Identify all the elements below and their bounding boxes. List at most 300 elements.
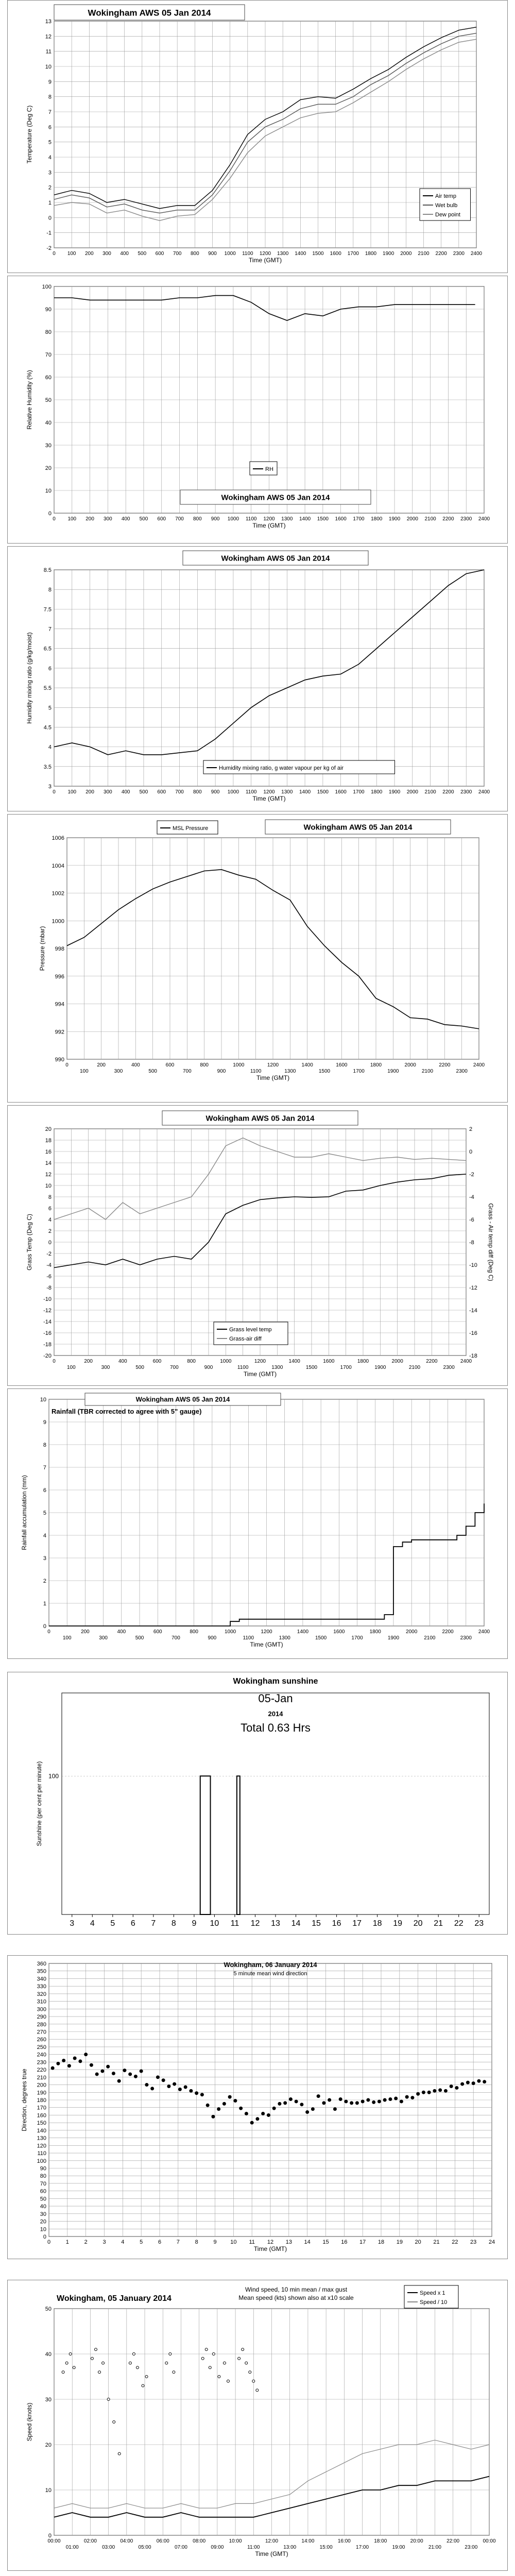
gust-point — [142, 2384, 144, 2387]
wind-direction-chart — [8, 1956, 507, 2259]
gust-point — [238, 2357, 241, 2360]
y-tick-label: 8 — [48, 1194, 52, 1200]
direction-point — [283, 2101, 287, 2105]
y-tick-label: 180 — [37, 2097, 46, 2104]
y-tick-label: 3 — [48, 784, 52, 790]
chart-title: Wokingham AWS 05 Jan 2014 — [88, 8, 211, 18]
y-axis-label: Relative Humidity (%) — [26, 370, 33, 430]
y2-tick-label: -4 — [469, 1194, 474, 1200]
y-tick-label: 11 — [45, 48, 52, 55]
y-tick-label: 240 — [37, 2052, 46, 2058]
direction-point — [328, 2098, 331, 2102]
x-tick-label: 200 — [84, 1359, 93, 1364]
direction-point — [472, 2081, 475, 2085]
y-tick-label: 0 — [43, 2234, 46, 2240]
direction-point — [305, 2110, 309, 2114]
y-tick-label: 7 — [43, 1465, 46, 1471]
x-tick-label: 2100 — [421, 1069, 434, 1074]
x-tick-label: 2400 — [478, 516, 490, 522]
gust-point — [201, 2357, 204, 2360]
direction-point — [350, 2101, 353, 2105]
gust-point — [69, 2353, 72, 2355]
direction-point — [339, 2097, 342, 2101]
x-tick-label: 0 — [47, 2239, 51, 2245]
chart-note: Mean speed (kts) shown also at x10 scale — [238, 2294, 354, 2301]
x-tick-label: 300 — [99, 1635, 108, 1641]
direction-point — [140, 2070, 143, 2073]
x-tick-label: 1600 — [323, 1359, 335, 1364]
x-tick-label: 9 — [213, 2239, 217, 2245]
x-tick-label: 1700 — [351, 1635, 363, 1641]
gust-point — [218, 2376, 220, 2378]
x-tick-label: 1100 — [250, 1069, 262, 1074]
x-tick-label: 1900 — [383, 251, 394, 257]
direction-point — [366, 2098, 370, 2102]
x-tick-label: 05:00 — [138, 2545, 151, 2550]
x-tick-label: 1400 — [301, 1062, 313, 1068]
direction-point — [466, 2081, 470, 2084]
x-tick-label: 1100 — [245, 516, 257, 522]
x-axis-label: Time (GMT) — [256, 1074, 290, 1081]
y2-tick-label: 2 — [469, 1126, 473, 1132]
x-tick-label: 7 — [151, 1919, 156, 1928]
gust-point — [118, 2452, 121, 2455]
y-tick-label: 40 — [40, 2204, 46, 2210]
x-tick-label: 1000 — [220, 1359, 232, 1364]
x-tick-label: 700 — [171, 1635, 180, 1641]
legend-label: Grass-air diff — [229, 1336, 262, 1342]
direction-point — [400, 2099, 403, 2103]
x-tick-label: 5 — [140, 2239, 143, 2245]
direction-point — [422, 2091, 425, 2094]
y-tick-label: 994 — [55, 1001, 64, 1008]
direction-point — [333, 2107, 337, 2111]
x-tick-label: 19 — [393, 1919, 403, 1928]
y-tick-label: 2 — [43, 1578, 46, 1584]
y-tick-label: 290 — [37, 2014, 46, 2021]
legend-label: Wet bulb — [435, 202, 458, 209]
y-tick-label: 250 — [37, 2044, 46, 2050]
x-tick-label: 17 — [352, 1919, 362, 1928]
x-tick-label: 21 — [433, 2239, 440, 2245]
x-tick-label: 1000 — [224, 251, 236, 257]
x-tick-label: 1800 — [357, 1359, 369, 1364]
direction-point — [460, 2082, 464, 2086]
direction-point — [195, 2091, 198, 2095]
y2-tick-label: -2 — [469, 1172, 474, 1178]
x-tick-label: 16:00 — [337, 2538, 351, 2544]
x-tick-label: 18:00 — [374, 2538, 387, 2544]
y2-tick-label: 0 — [469, 1149, 473, 1155]
x-tick-label: 07:00 — [174, 2545, 187, 2550]
rainfall-chart — [8, 1389, 507, 1658]
x-tick-label: 800 — [190, 251, 199, 257]
x-tick-label: 22 — [452, 2239, 458, 2245]
y-tick-label: -10 — [43, 1296, 52, 1302]
y-tick-label: 10 — [40, 1397, 46, 1403]
x-tick-label: 500 — [139, 789, 148, 795]
x-tick-label: 1700 — [340, 1365, 352, 1370]
x-axis-label: Time (GMT) — [252, 795, 286, 802]
gust-point — [256, 2389, 259, 2392]
y-tick-label: 210 — [37, 2074, 46, 2081]
y-tick-label: -1 — [46, 230, 52, 236]
x-tick-label: 1700 — [353, 1069, 365, 1074]
x-tick-label: 900 — [204, 1365, 213, 1370]
x-tick-label: 1400 — [288, 1359, 300, 1364]
x-tick-label: 04:00 — [120, 2538, 133, 2544]
x-tick-label: 1800 — [371, 789, 383, 795]
x-tick-label: 2200 — [439, 1062, 451, 1068]
direction-point — [123, 2069, 126, 2072]
x-tick-label: 400 — [120, 251, 129, 257]
y-tick-label: 0 — [48, 511, 52, 517]
x-tick-label: 2000 — [406, 1629, 418, 1635]
x-tick-label: 1700 — [353, 789, 365, 795]
direction-point — [217, 2107, 220, 2111]
x-tick-label: 300 — [102, 251, 111, 257]
x-tick-label: 600 — [157, 516, 166, 522]
y-axis-label: Direction, degrees true — [21, 2069, 28, 2131]
year-label: 2014 — [268, 1710, 283, 1718]
y2-tick-label: -18 — [469, 1353, 477, 1359]
y-tick-label: 100 — [42, 284, 52, 290]
y-tick-label: 100 — [37, 2158, 46, 2164]
wind-speed-chart — [8, 2280, 507, 2570]
y-tick-label: 5 — [48, 139, 52, 146]
temperature-chart-panel — [7, 0, 508, 273]
direction-point — [383, 2098, 387, 2102]
x-tick-label: 2400 — [478, 789, 490, 795]
x-tick-label: 14:00 — [301, 2538, 315, 2544]
x-tick-label: 800 — [200, 1062, 209, 1068]
y-tick-label: 1006 — [52, 835, 64, 841]
x-tick-label: 200 — [85, 789, 94, 795]
y-tick-label: 10 — [45, 1183, 52, 1189]
y-tick-label: 20 — [40, 2218, 46, 2225]
y-tick-label: 4 — [48, 155, 52, 161]
gust-point — [205, 2348, 208, 2351]
x-tick-label: 13 — [285, 2239, 292, 2245]
x-tick-label: 1300 — [284, 1069, 296, 1074]
x-tick-label: 17:00 — [356, 2545, 369, 2550]
direction-point — [100, 2070, 104, 2073]
chart-subtitle: 5 minute mean wind direction — [233, 1971, 307, 1977]
mixing-ratio-chart-panel — [7, 546, 508, 811]
y-tick-label: 310 — [37, 1998, 46, 2005]
x-tick-label: 12:00 — [265, 2538, 279, 2544]
x-tick-label: 0 — [53, 1359, 56, 1364]
x-axis-label: Time (GMT) — [253, 2245, 287, 2252]
x-tick-label: 20 — [413, 1919, 423, 1928]
y-tick-label: 1 — [48, 200, 52, 206]
gust-point — [227, 2380, 230, 2382]
direction-point — [117, 2079, 121, 2083]
x-tick-label: 1800 — [369, 1629, 381, 1635]
humidity-chart-panel — [7, 276, 508, 544]
direction-point — [361, 2099, 365, 2103]
x-tick-label: 1200 — [263, 516, 275, 522]
x-tick-label: 300 — [114, 1069, 123, 1074]
y-tick-label: 90 — [40, 2165, 46, 2172]
x-tick-label: 2100 — [424, 789, 436, 795]
y-tick-label: 130 — [37, 2135, 46, 2142]
y-tick-label: 80 — [45, 329, 52, 335]
y-tick-label: 8 — [43, 1442, 46, 1448]
y-tick-label: 110 — [37, 2150, 46, 2157]
y-tick-label: 40 — [45, 2351, 52, 2358]
direction-point — [344, 2099, 348, 2103]
direction-point — [228, 2095, 232, 2099]
y-tick-label: -14 — [43, 1319, 52, 1325]
x-tick-label: 06:00 — [156, 2538, 169, 2544]
direction-point — [483, 2080, 486, 2083]
x-tick-label: 23 — [474, 1919, 484, 1928]
direction-point — [438, 2088, 442, 2092]
x-tick-label: 100 — [67, 789, 77, 795]
x-tick-label: 3 — [70, 1919, 75, 1928]
direction-point — [455, 2086, 458, 2090]
y-tick-label: 360 — [37, 1961, 46, 1967]
y-tick-label: 20 — [45, 1126, 52, 1132]
y2-tick-label: -12 — [469, 1285, 477, 1291]
x-tick-label: 1200 — [259, 251, 271, 257]
direction-point — [444, 2089, 448, 2093]
x-tick-label: 600 — [153, 1629, 162, 1635]
gust-point — [169, 2353, 171, 2355]
x-tick-label: 18 — [377, 2239, 385, 2245]
y-tick-label: 220 — [37, 2067, 46, 2074]
x-tick-label: 0 — [53, 251, 56, 257]
x-tick-label: 21 — [434, 1919, 443, 1928]
y-axis-label: Humidity mixing ratio (g/kg/moist) — [26, 632, 33, 724]
y-tick-label: 70 — [45, 352, 52, 358]
y-tick-label: 100 — [48, 1772, 59, 1780]
y-tick-label: 1000 — [52, 918, 64, 925]
y-tick-label: 30 — [45, 2397, 52, 2403]
x-tick-label: 700 — [175, 516, 184, 522]
x-tick-label: 200 — [97, 1062, 106, 1068]
y-tick-label: 320 — [37, 1991, 46, 1997]
x-axis-label: Time (GMT) — [248, 257, 282, 264]
temperature-chart — [8, 1, 507, 273]
direction-point — [427, 2091, 431, 2094]
direction-point — [272, 2107, 276, 2110]
direction-point — [267, 2113, 270, 2117]
x-tick-label: 900 — [211, 516, 220, 522]
x-tick-label: 1600 — [336, 1062, 348, 1068]
gust-point — [242, 2348, 244, 2351]
x-tick-label: 6 — [130, 1919, 135, 1928]
x-tick-label: 2400 — [470, 251, 483, 257]
y-tick-label: -2 — [46, 245, 52, 251]
x-tick-label: 5 — [110, 1919, 115, 1928]
direction-point — [433, 2089, 436, 2093]
y-tick-label: 270 — [37, 2029, 46, 2036]
x-tick-label: 1900 — [387, 1069, 399, 1074]
y-axis-label: Speed (knots) — [26, 2402, 33, 2442]
x-tick-label: 12 — [250, 1919, 260, 1928]
x-tick-label: 21:00 — [428, 2545, 441, 2550]
x-tick-label: 1100 — [237, 1365, 249, 1370]
direction-point — [245, 2112, 248, 2115]
gust-point — [94, 2348, 97, 2351]
gust-point — [249, 2371, 251, 2374]
y-tick-label: -16 — [43, 1330, 52, 1336]
x-tick-label: 12 — [267, 2239, 274, 2245]
x-tick-label: 1600 — [335, 516, 347, 522]
x-tick-label: 100 — [79, 1069, 89, 1074]
x-tick-label: 19:00 — [392, 2545, 405, 2550]
x-tick-label: 300 — [104, 516, 112, 522]
x-tick-label: 2300 — [460, 1635, 472, 1641]
y-tick-label: 60 — [40, 2188, 46, 2195]
x-axis-label: Time (GMT) — [243, 1370, 277, 1378]
direction-point — [211, 2115, 215, 2119]
y-tick-label: 5 — [43, 1510, 46, 1516]
x-tick-label: 700 — [175, 789, 184, 795]
gust-point — [136, 2366, 139, 2369]
direction-point — [90, 2063, 93, 2067]
gust-point — [98, 2371, 101, 2374]
gust-point — [245, 2362, 248, 2364]
sunshine-chart — [8, 1672, 507, 1934]
x-tick-label: 11 — [249, 2239, 255, 2245]
chart-title: Wokingham AWS 05 Jan 2014 — [303, 823, 413, 832]
legend-label: Grass level temp — [229, 1327, 272, 1333]
y-tick-label: 230 — [37, 2059, 46, 2066]
x-tick-label: 900 — [208, 251, 217, 257]
x-tick-label: 1500 — [315, 1635, 327, 1641]
x-tick-label: 1 — [65, 2239, 69, 2245]
x-tick-label: 900 — [211, 789, 220, 795]
y-tick-label: 50 — [45, 2306, 52, 2312]
x-tick-label: 14 — [304, 2239, 311, 2245]
y-tick-label: 4 — [48, 1217, 52, 1223]
gust-point — [129, 2362, 131, 2364]
x-tick-label: 8 — [195, 2239, 198, 2245]
x-tick-label: 400 — [121, 789, 130, 795]
direction-point — [377, 2099, 381, 2103]
pressure-chart — [8, 815, 507, 1102]
direction-point — [233, 2099, 237, 2103]
y-tick-label: 350 — [37, 1968, 46, 1975]
chart-subtitle: Wind speed, 10 min mean / max gust — [245, 2286, 348, 2293]
y-tick-label: 5 — [48, 705, 52, 711]
y-tick-label: 50 — [40, 2196, 46, 2202]
x-tick-label: 00:00 — [483, 2538, 496, 2544]
gust-point — [91, 2357, 93, 2360]
grass-temp-chart — [8, 1106, 507, 1385]
gust-point — [113, 2421, 115, 2424]
direction-point — [84, 2053, 88, 2056]
y-tick-label: 90 — [45, 307, 52, 313]
x-tick-label: 1000 — [227, 789, 239, 795]
x-tick-label: 16 — [332, 1919, 341, 1928]
x-tick-label: 800 — [193, 516, 202, 522]
legend-label: RH — [265, 466, 273, 472]
direction-point — [206, 2104, 210, 2107]
x-tick-label: 7 — [176, 2239, 180, 2245]
y-axis-label: Temperature (Deg C) — [26, 105, 33, 164]
y-tick-label: -20 — [43, 1353, 52, 1359]
x-tick-label: 20:00 — [410, 2538, 423, 2544]
chart-title: Wokingham AWS 05 Jan 2014 — [221, 493, 330, 502]
x-tick-label: 100 — [67, 516, 77, 522]
rainfall-chart-panel — [7, 1388, 508, 1659]
x-tick-label: 13:00 — [283, 2545, 297, 2550]
x-tick-label: 1900 — [388, 516, 401, 522]
direction-point — [189, 2089, 193, 2093]
direction-point — [145, 2083, 148, 2087]
y-tick-label: 3 — [48, 170, 52, 176]
y-tick-label: 4 — [48, 744, 52, 751]
x-tick-label: 300 — [104, 789, 112, 795]
x-tick-label: 400 — [121, 516, 130, 522]
x-tick-label: 1500 — [318, 1069, 331, 1074]
x-tick-label: 1200 — [263, 789, 275, 795]
chart-title: Wokingham, 05 January 2014 — [57, 2294, 171, 2303]
y-axis-label: Grass Temp (Deg C) — [26, 1214, 33, 1270]
x-tick-label: 1400 — [297, 1629, 309, 1635]
y-tick-label: -12 — [43, 1308, 52, 1314]
y-tick-label: 0 — [48, 1240, 52, 1246]
chart-title: Wokingham sunshine — [233, 1677, 318, 1686]
x-tick-label: 1000 — [227, 516, 239, 522]
legend-label: Dew point — [435, 212, 460, 218]
x-tick-label: 0 — [47, 1629, 50, 1635]
y-tick-label: 30 — [40, 2211, 46, 2217]
y-tick-label: 13 — [45, 19, 52, 25]
x-tick-label: 10 — [210, 1919, 219, 1928]
y-tick-label: 14 — [45, 1160, 52, 1166]
y-tick-label: 1002 — [52, 890, 64, 897]
direction-point — [128, 2072, 132, 2076]
x-tick-label: 2400 — [460, 1359, 472, 1364]
x-tick-label: 1400 — [299, 516, 311, 522]
y-tick-label: 340 — [37, 1976, 46, 1982]
direction-point — [73, 2057, 77, 2060]
x-tick-label: 2300 — [456, 1069, 468, 1074]
y-tick-label: 10 — [45, 64, 52, 70]
x-tick-label: 1900 — [387, 1635, 400, 1641]
y-tick-label: 6 — [48, 665, 52, 672]
x-tick-label: 2200 — [442, 516, 454, 522]
direction-point — [388, 2097, 392, 2101]
x-tick-label: 4 — [90, 1919, 95, 1928]
x-tick-label: 15 — [312, 1919, 321, 1928]
y-tick-label: 1004 — [52, 862, 64, 869]
direction-point — [311, 2107, 315, 2111]
x-tick-label: 4 — [121, 2239, 125, 2245]
y-tick-label: 10 — [45, 488, 52, 494]
y-tick-label: 998 — [55, 946, 64, 952]
x-tick-label: 1500 — [305, 1365, 318, 1370]
x-tick-label: 600 — [165, 1062, 175, 1068]
y-tick-label: 6 — [43, 1487, 46, 1494]
x-tick-label: 700 — [182, 1069, 192, 1074]
direction-point — [410, 2096, 414, 2099]
x-tick-label: 1200 — [254, 1359, 266, 1364]
direction-point — [173, 2082, 176, 2086]
x-tick-label: 22 — [454, 1919, 464, 1928]
y-tick-label: -6 — [46, 1274, 52, 1280]
y-tick-label: 9 — [43, 1419, 46, 1426]
x-tick-label: 2300 — [453, 251, 465, 257]
x-tick-label: 2100 — [424, 516, 436, 522]
direction-point — [62, 2059, 65, 2062]
x-tick-label: 1300 — [271, 1365, 283, 1370]
